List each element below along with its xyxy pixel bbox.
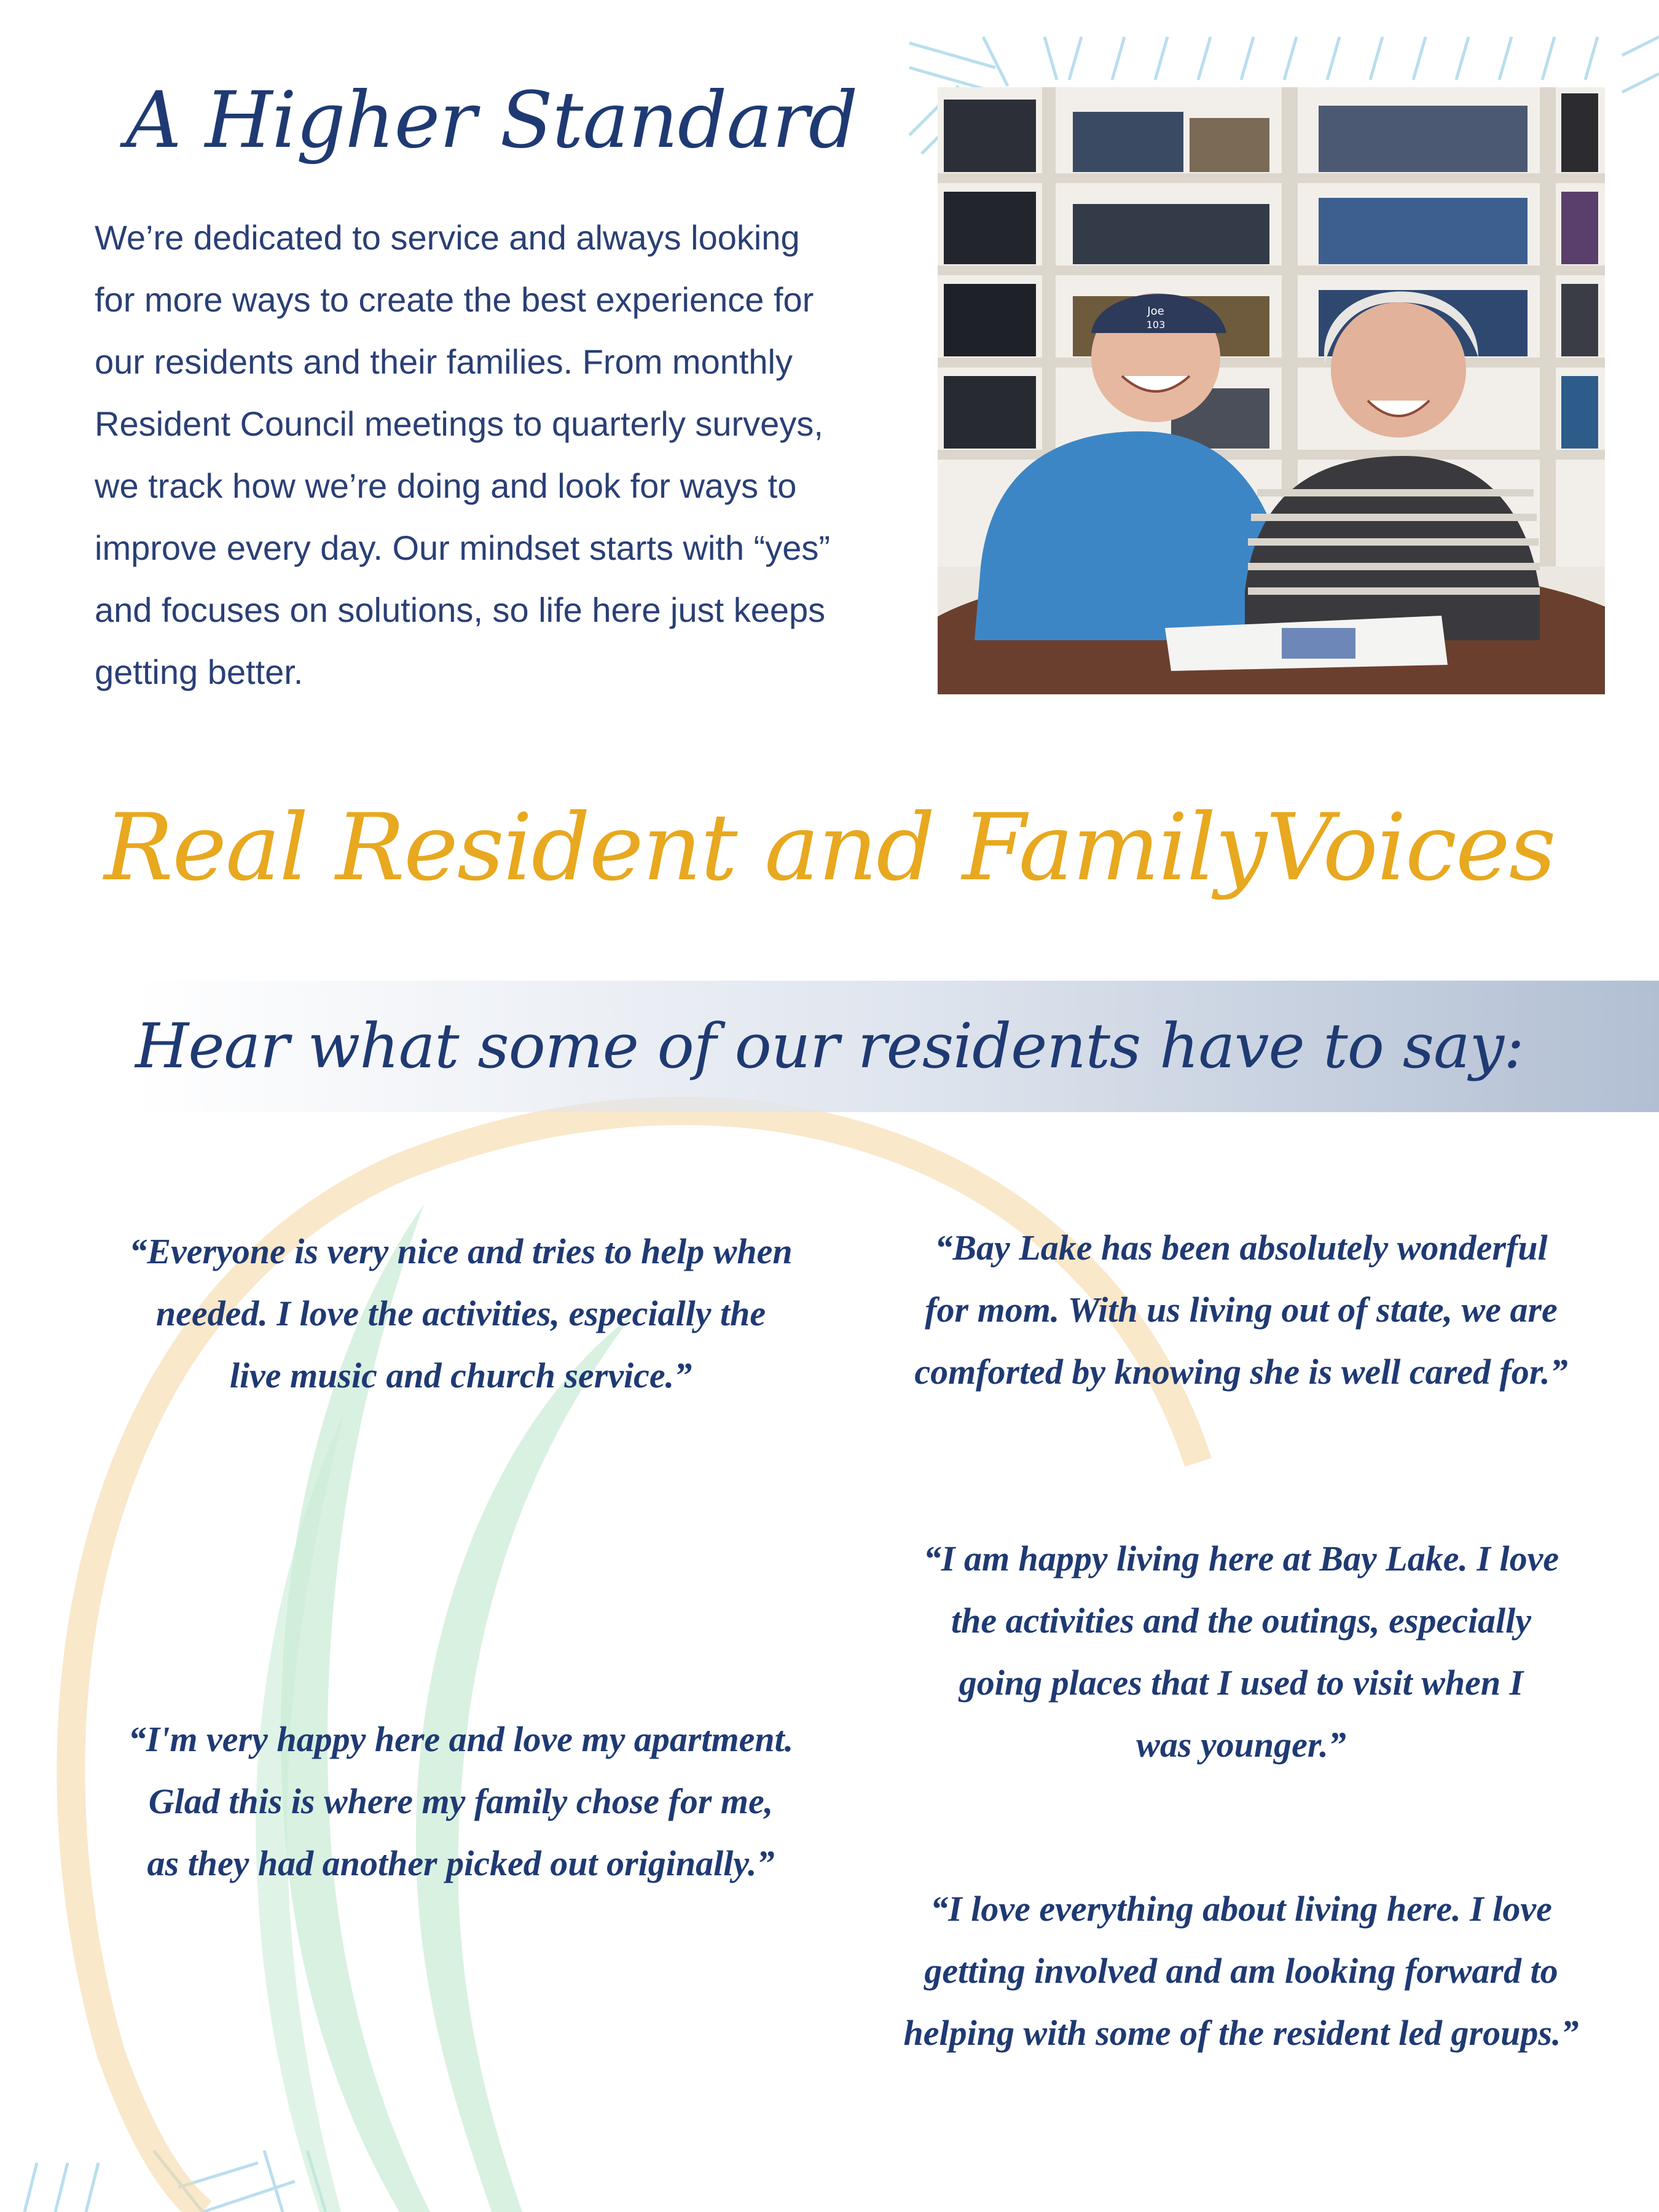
testimonial-quote (842, 1217, 1641, 1403)
quote-line: “I'm very happy here and love my apartment. (128, 1719, 794, 1759)
intro-line: improve every day. Our mindset starts with “yes” (95, 528, 831, 567)
residents-library-photo (938, 87, 1605, 694)
cap-text-name: Joe (1147, 305, 1164, 318)
quote-line: “Everyone is very nice and tries to help when (129, 1231, 793, 1271)
quote-line: live music and church service.” (229, 1355, 692, 1395)
intro-line: Resident Council meetings to quarterly surveys, (95, 404, 823, 443)
quote-line: was younger.” (1136, 1725, 1346, 1765)
intro-line: getting better. (95, 653, 304, 691)
quote-line: “I love everything about living here. I love (930, 1889, 1552, 1929)
quote-line: for mom. With us living out of state, we are (925, 1290, 1558, 1330)
testimonial-quote (842, 1528, 1641, 1776)
quote-line: helping with some of the resident led groups.” (903, 2013, 1579, 2053)
intro-line: and focuses on solutions, so life here just keeps (95, 590, 826, 629)
intro-paragraph (95, 206, 918, 703)
testimonial-banner (0, 981, 1659, 1112)
quote-line: comforted by knowing she is well cared for.” (914, 1352, 1568, 1392)
quote-line: “Bay Lake has been absolutely wonderful (935, 1228, 1548, 1268)
cap-text-number: 103 (1146, 319, 1166, 331)
intro-line: we track how we’re doing and look for ways to (95, 466, 797, 505)
quote-line: Glad this is where my family chose for me, (148, 1781, 774, 1821)
page-title: A Higher Standard (125, 75, 858, 165)
intro-line: We’re dedicated to service and always looking (95, 218, 800, 257)
section-title: Real Resident and FamilyVoices (104, 794, 1555, 901)
intro-line: our residents and their families. From monthly (95, 342, 793, 381)
quote-line: as they had another picked out originally.” (147, 1843, 775, 1883)
quote-line: “I am happy living here at Bay Lake. I love (923, 1539, 1559, 1579)
testimonial-quote (55, 1708, 866, 1894)
banner-text: Hear what some of our residents have to say: (135, 1010, 1524, 1082)
quote-line: the activities and the outings, especially (951, 1601, 1532, 1641)
intro-line: for more ways to create the best experience for (95, 280, 814, 319)
quote-line: needed. I love the activities, especially the (155, 1293, 766, 1333)
quote-line: going places that I used to visit when I (959, 1663, 1524, 1703)
testimonial-quote (842, 1878, 1641, 2064)
testimonial-quote (55, 1220, 866, 1406)
quote-line: getting involved and am looking forward to (924, 1951, 1558, 1991)
